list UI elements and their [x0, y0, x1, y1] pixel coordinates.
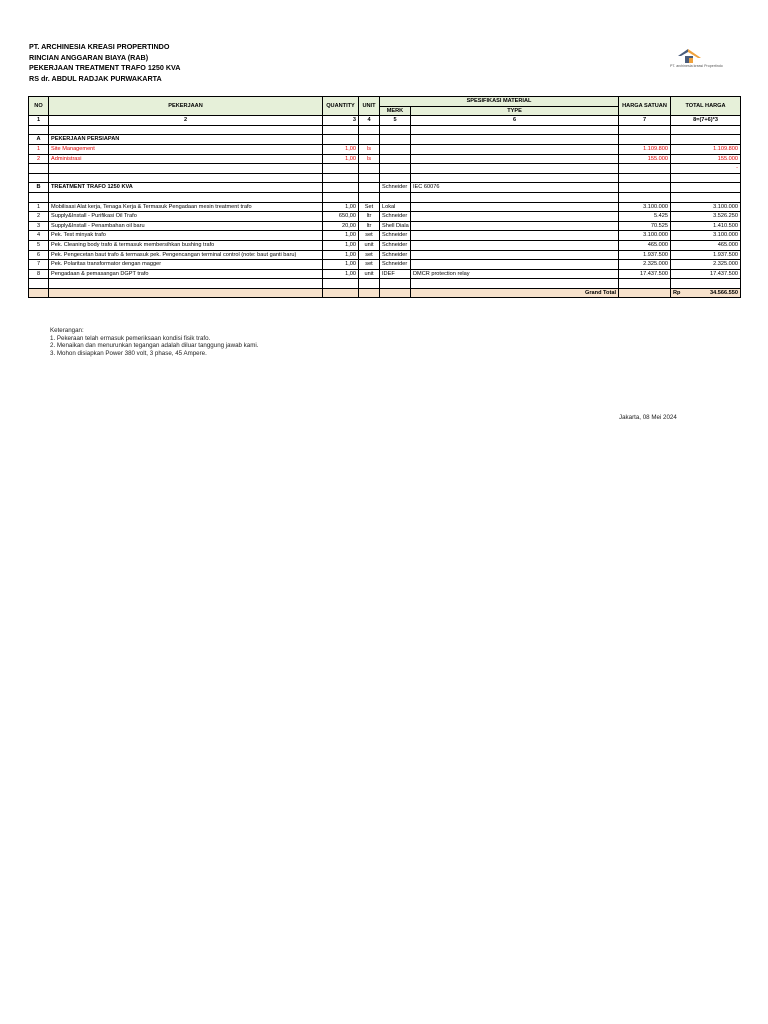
blank-row: [29, 164, 741, 174]
col-number: 8=(7+6)*3: [671, 116, 741, 126]
blank-row: [29, 279, 741, 289]
place-date: Jakarta, 08 Mei 2024: [619, 414, 677, 421]
section-type: IEC 60076: [411, 183, 619, 193]
row-pekerjaan: Pek. Cleaning body trafo & termasuk membersihkan bushing trafo: [49, 240, 323, 250]
row-no: 1: [29, 202, 49, 212]
row-quantity: 20,00: [323, 221, 359, 231]
row-type: [411, 221, 619, 231]
note-item: 1. Pekeraan telah ermasuk pemeriksaan kondisi fisik trafo.: [50, 334, 211, 342]
row-quantity: 1,00: [323, 202, 359, 212]
row-type: [411, 144, 619, 154]
row-pekerjaan: Supply&Install - Purifikasi Oil Trafo: [49, 212, 323, 222]
header-harga-satuan: HARGA SATUAN: [619, 97, 671, 116]
project-location: RS dr. ABDUL RADJAK PURWAKARTA: [29, 73, 162, 83]
notes-section: [50, 327, 258, 357]
row-type: [411, 260, 619, 270]
row-total-harga: 465.000: [671, 240, 741, 250]
row-pekerjaan: Pengadaan & pemasangan DGPT trafo: [49, 269, 323, 279]
row-harga-satuan: 5.425: [619, 212, 671, 222]
row-unit: unit: [359, 269, 380, 279]
col-number: 2: [49, 116, 323, 126]
col-number: 1: [29, 116, 49, 126]
row-total-harga: 3.100.000: [671, 202, 741, 212]
row-pekerjaan: Supply&Install - Penambahan oil baru: [49, 221, 323, 231]
row-quantity: 1,00: [323, 250, 359, 260]
blank-row: [29, 192, 741, 202]
row-no: 8: [29, 269, 49, 279]
row-total-harga: 3.526.250: [671, 212, 741, 222]
row-quantity: 1,00: [323, 144, 359, 154]
section-title: TREATMENT TRAFO 1250 KVA: [49, 183, 323, 193]
grand-total-label: Grand Total: [411, 288, 619, 298]
table-row: [29, 269, 741, 279]
grand-total-amount: 34.566.550: [710, 289, 739, 296]
row-type: DMCR protection relay: [411, 269, 619, 279]
row-merk: [380, 154, 411, 164]
col-number: 7: [619, 116, 671, 126]
header-merk: MERK: [380, 106, 411, 116]
row-type: [411, 240, 619, 250]
grand-total-row: [29, 288, 741, 298]
header-spesifikasi: SPESIFIKASI MATERIAL: [380, 97, 619, 107]
header-unit: UNIT: [359, 97, 380, 116]
logo-text: PT. archinesia kreasi Propertindo: [670, 64, 723, 68]
header-no: NO: [29, 97, 49, 116]
row-merk: Shell Diala: [380, 221, 411, 231]
row-quantity: 650,00: [323, 212, 359, 222]
col-number: 4: [359, 116, 380, 126]
row-merk: Schneider: [380, 260, 411, 270]
row-harga-satuan: 17.437.500: [619, 269, 671, 279]
row-merk: Schneider: [380, 240, 411, 250]
row-merk: Lokal: [380, 202, 411, 212]
row-type: [411, 202, 619, 212]
row-pekerjaan: Site Management: [49, 144, 323, 154]
row-pekerjaan: Administrasi: [49, 154, 323, 164]
row-unit: Set: [359, 202, 380, 212]
table-row: [29, 221, 741, 231]
table-row: [29, 240, 741, 250]
note-item: 3. Mohon disiapkan Power 380 volt, 3 phase, 45 Ampere.: [50, 349, 207, 357]
header-type: TYPE: [411, 106, 619, 116]
row-harga-satuan: 70.525: [619, 221, 671, 231]
document-title: RINCIAN ANGGARAN BIAYA (RAB): [29, 52, 149, 62]
table-row: [29, 144, 741, 154]
table-row: [29, 202, 741, 212]
section-row-b: [29, 183, 741, 193]
grand-total-value: [671, 288, 741, 298]
row-merk: IDEF: [380, 269, 411, 279]
col-number: 6: [411, 116, 619, 126]
row-harga-satuan: 1.937.500: [619, 250, 671, 260]
row-harga-satuan: 3.100.000: [619, 202, 671, 212]
row-unit: set: [359, 231, 380, 241]
row-unit: set: [359, 260, 380, 270]
row-merk: Schneider: [380, 212, 411, 222]
row-unit: ltr: [359, 221, 380, 231]
col-number: 3: [323, 116, 359, 126]
project-title: PEKERJAAN TREATMENT TRAFO 1250 KVA: [29, 63, 181, 72]
row-harga-satuan: 465.000: [619, 240, 671, 250]
row-pekerjaan: Mobilisasi Alat kerja, Tenaga Kerja & Termasuk Pengadaan mesin treatment trafo: [49, 202, 323, 212]
row-unit: ls: [359, 154, 380, 164]
table-row: [29, 212, 741, 222]
row-quantity: 1,00: [323, 269, 359, 279]
row-pekerjaan: Pek. Pengecetan baut trafo & termasuk pek. Pengencangan terminal control (note: baut ganti baru): [49, 250, 323, 260]
section-code: A: [29, 135, 49, 145]
row-no: 5: [29, 240, 49, 250]
row-no: 3: [29, 221, 49, 231]
header-quantity: QUANTITY: [323, 97, 359, 116]
row-type: [411, 231, 619, 241]
row-quantity: 1,00: [323, 260, 359, 270]
row-no: 4: [29, 231, 49, 241]
row-merk: Schneider: [380, 250, 411, 260]
section-merk: Schneider: [380, 183, 411, 193]
row-quantity: 1,00: [323, 154, 359, 164]
row-total-harga: 155.000: [671, 154, 741, 164]
row-merk: [380, 144, 411, 154]
row-pekerjaan: Pek. Test minyak trafo: [49, 231, 323, 241]
header-pekerjaan: PEKERJAAN: [49, 97, 323, 116]
section-title: PEKERJAAN PERSIAPAN: [49, 135, 323, 145]
row-no: 7: [29, 260, 49, 270]
row-no: 2: [29, 212, 49, 222]
row-type: [411, 212, 619, 222]
row-merk: Schneider: [380, 231, 411, 241]
row-unit: ltr: [359, 212, 380, 222]
header-total-harga: TOTAL HARGA: [671, 97, 741, 116]
table-header-row: [29, 97, 741, 107]
house-logo-icon: [670, 46, 732, 64]
dash-cell: -: [671, 164, 741, 174]
table-row: [29, 260, 741, 270]
row-unit: ls: [359, 144, 380, 154]
row-harga-satuan: 1.109.800: [619, 144, 671, 154]
column-number-row: [29, 116, 741, 126]
row-harga-satuan: 3.100.000: [619, 231, 671, 241]
company-name: PT. ARCHINESIA KREASI PROPERTINDO: [29, 42, 170, 51]
row-total-harga: 1.109.800: [671, 144, 741, 154]
row-harga-satuan: 2.325.000: [619, 260, 671, 270]
row-total-harga: 2.325.000: [671, 260, 741, 270]
row-total-harga: 3.100.000: [671, 231, 741, 241]
row-harga-satuan: 155.000: [619, 154, 671, 164]
rab-table: [28, 96, 741, 298]
currency-symbol: Rp: [673, 289, 681, 296]
row-quantity: 1,00: [323, 231, 359, 241]
table-row: [29, 250, 741, 260]
row-no: 2: [29, 154, 49, 164]
row-pekerjaan: Pek. Polaritas transformator dengan magger: [49, 260, 323, 270]
row-total-harga: 17.437.500: [671, 269, 741, 279]
row-unit: unit: [359, 240, 380, 250]
row-total-harga: 1.937.500: [671, 250, 741, 260]
row-unit: set: [359, 250, 380, 260]
section-code: B: [29, 183, 49, 193]
row-no: 1: [29, 144, 49, 154]
row-total-harga: 1.410.500: [671, 221, 741, 231]
table-row: [29, 231, 741, 241]
note-item: 2. Menaikan dan menurunkan tegangan adalah diluar tanggung jawab kami.: [50, 342, 259, 350]
row-no: 6: [29, 250, 49, 260]
section-row-a: [29, 135, 741, 145]
table-row: [29, 154, 741, 164]
row-type: [411, 154, 619, 164]
row-quantity: 1,00: [323, 240, 359, 250]
row-type: [411, 250, 619, 260]
document-header: [29, 42, 181, 84]
col-number: 5: [380, 116, 411, 126]
blank-row: [29, 125, 741, 135]
company-logo: [670, 46, 732, 70]
notes-title: Keterangan:: [50, 327, 84, 334]
blank-row: [29, 173, 741, 183]
